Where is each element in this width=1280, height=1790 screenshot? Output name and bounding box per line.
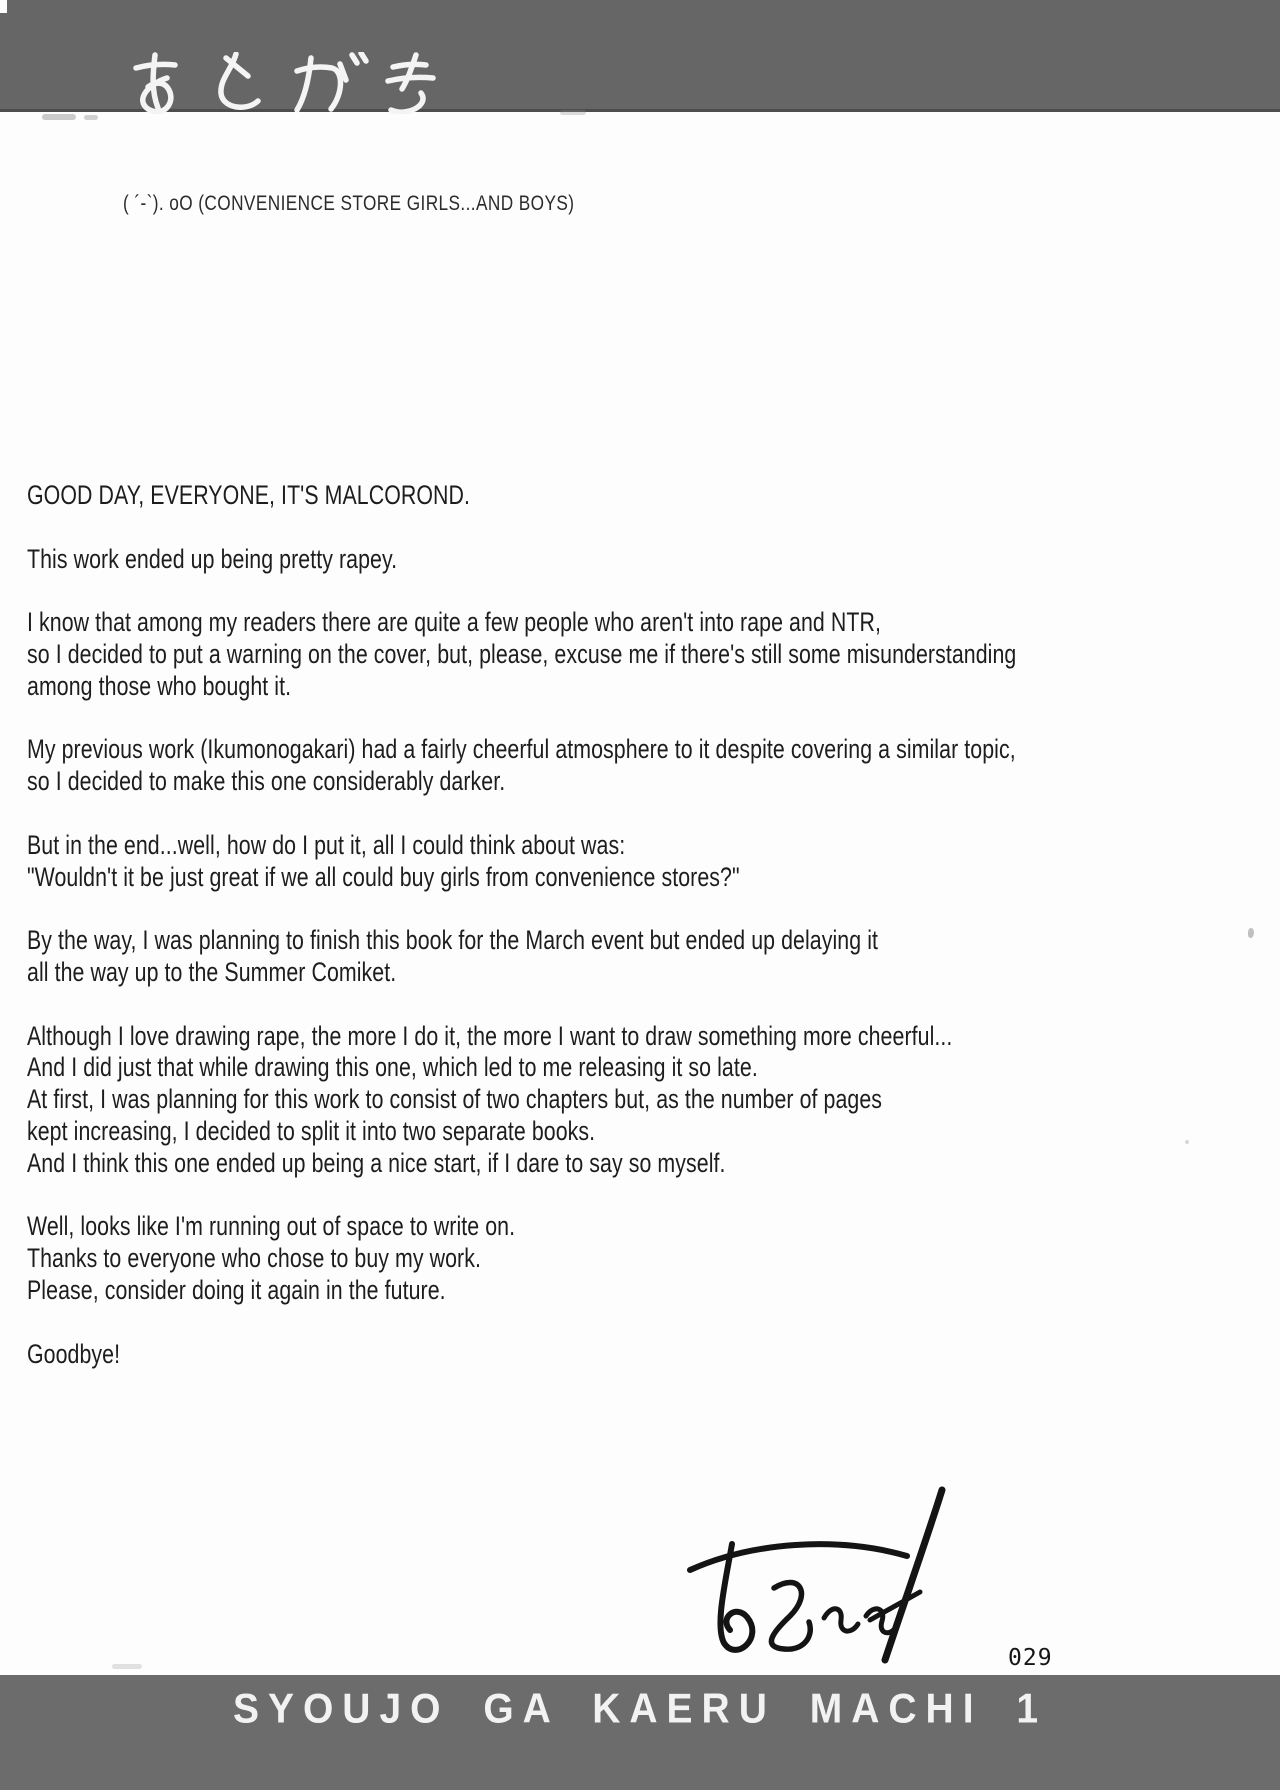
afterword-paragraph: [27, 1339, 1280, 1371]
afterword-line: I know that among my readers there are quite a few people who aren't into rape and NTR,: [27, 607, 881, 638]
afterword-paragraph: [27, 830, 1280, 894]
afterword-line: But in the end...well, how do I put it, all I could think about was:: [27, 829, 626, 860]
footer-bar: [0, 1675, 1280, 1790]
artist-signature: [612, 1476, 982, 1676]
afterword-paragraph: [27, 607, 1280, 702]
afterword-line: so I decided to put a warning on the cover, but, please, excuse me if there's still some misunderstanding: [27, 638, 1017, 669]
afterword-line: This work ended up being pretty rapey.: [27, 543, 398, 574]
afterword-paragraph: [27, 1021, 1280, 1180]
thought-bubble-text: ( ´-`). oO (CONVENIENCE STORE GIRLS...AND BOYS): [123, 192, 575, 215]
footer-title: SYOUJO GA KAERU MACHI 1: [232, 1686, 1048, 1733]
afterword-line: all the way up to the Summer Comiket.: [27, 956, 397, 987]
scan-notch: [0, 0, 7, 13]
afterword-line: Goodbye!: [27, 1338, 121, 1369]
afterword-text: [27, 480, 1280, 1402]
scan-speck: [560, 110, 586, 115]
afterword-paragraph: [27, 734, 1280, 798]
afterword-line: My previous work (Ikumonogakari) had a fairly cheerful atmosphere to it despite covering a similar topic,: [27, 734, 1016, 765]
afterword-line: And I did just that while drawing this one, which led to me releasing it so late.: [27, 1052, 758, 1083]
scan-speck: [112, 1664, 142, 1669]
scan-speck: [84, 115, 98, 120]
afterword-line: And I think this one ended up being a nice start, if I dare to say so myself.: [27, 1147, 726, 1178]
afterword-line: kept increasing, I decided to split it into two separate books.: [27, 1115, 596, 1146]
afterword-line: Please, consider doing it again in the future.: [27, 1274, 446, 1305]
afterword-line: By the way, I was planning to finish this book for the March event but ended up delaying it: [27, 925, 879, 956]
afterword-line: "Wouldn't it be just great if we all could buy girls from convenience stores?": [27, 861, 740, 892]
page-number: 029: [1008, 1645, 1053, 1671]
afterword-paragraph: [27, 925, 1280, 989]
atogaki-title-glyphs: [128, 52, 458, 114]
afterword-paragraph: [27, 480, 1280, 512]
afterword-line: Well, looks like I'm running out of space to write on.: [27, 1211, 516, 1242]
afterword-paragraph: [27, 1211, 1280, 1306]
header-bar: [0, 0, 1280, 112]
afterword-line: GOOD DAY, EVERYONE, IT'S MALCOROND.: [27, 480, 471, 510]
afterword-line: among those who bought it.: [27, 670, 292, 701]
afterword-line: Although I love drawing rape, the more I do it, the more I want to draw something more cheerful...: [27, 1020, 953, 1051]
afterword-line: Thanks to everyone who chose to buy my work.: [27, 1243, 481, 1274]
afterword-line: so I decided to make this one considerably darker.: [27, 766, 506, 797]
scan-speck: [42, 114, 76, 120]
afterword-line: At first, I was planning for this work to consist of two chapters but, as the number of pages: [27, 1084, 883, 1115]
afterword-paragraph: [27, 544, 1280, 576]
